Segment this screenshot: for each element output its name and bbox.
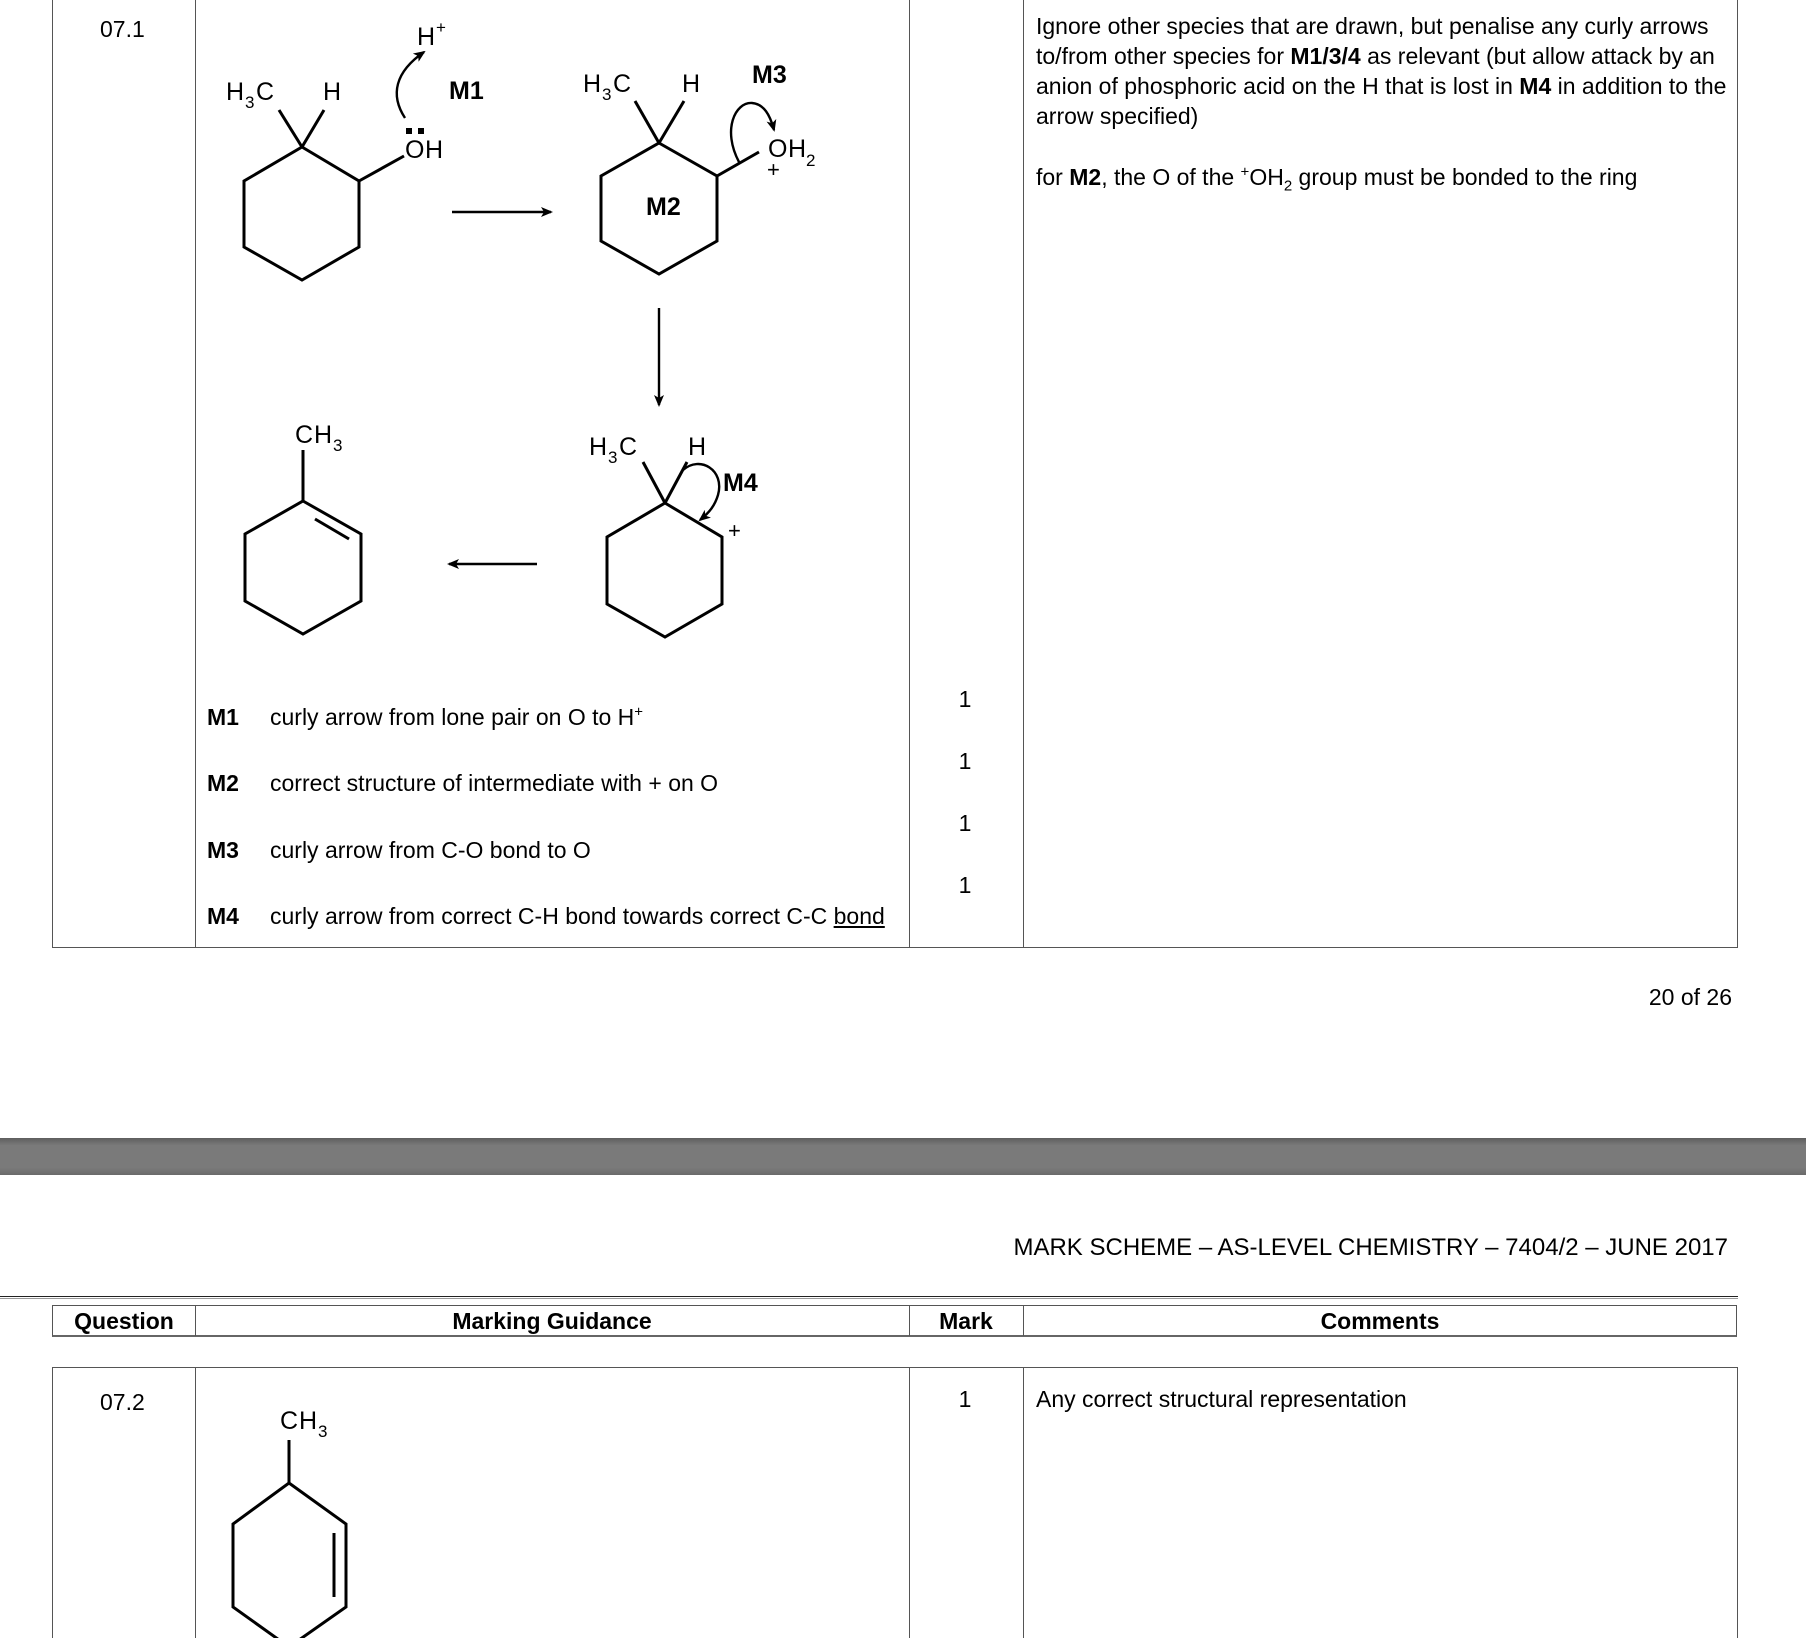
lone-pair-icon	[406, 128, 424, 134]
svg-text:2: 2	[806, 151, 816, 170]
svg-text:H: H	[583, 70, 602, 98]
mark-value: 1	[958, 1386, 972, 1412]
svg-text:C: C	[613, 70, 632, 98]
mark-value: 1	[958, 686, 972, 712]
svg-text:C: C	[256, 78, 275, 106]
marking-text-m1: curly arrow from lone pair on O to H+	[270, 703, 644, 730]
marking-text-m3: curly arrow from C-O bond to O	[270, 837, 591, 863]
question-number: 07.2	[100, 1389, 145, 1415]
svg-text:O: O	[768, 135, 788, 163]
svg-text:M2: M2	[646, 193, 681, 221]
comment-paragraph-2: for M2, the O of the $^+OH_2$ group must be bonded to the ring	[1036, 163, 1638, 195]
marking-text-m4: curly arrow from correct C-H bond towards correct C-C bond	[270, 903, 885, 929]
svg-text:3: 3	[318, 1422, 328, 1441]
row-border-right	[1737, 1367, 1738, 1638]
row-divider	[195, 1367, 196, 1638]
marking-code-m2: M2	[207, 770, 239, 796]
svg-text:H: H	[314, 421, 333, 449]
header-mark: Mark	[939, 1308, 993, 1334]
comment-paragraph-1: Ignore other species that are drawn, but penalise any curly arrows to/from other species for M1/3/4 as relevant (but allow attack by an anion of phosphoric acid on the H that is lost in M4 in addition to the arrow specified)	[1036, 13, 1727, 129]
row-top-border	[52, 1367, 1738, 1368]
row-divider	[1023, 1367, 1024, 1638]
page-number: 20 of 26	[1648, 984, 1732, 1010]
svg-text:C: C	[280, 1407, 299, 1435]
svg-text:H: H	[425, 136, 444, 164]
page-header-title: MARK SCHEME – AS-LEVEL CHEMISTRY – 7404/2 – JUNE 2017	[1013, 1234, 1728, 1261]
svg-text:O: O	[405, 136, 425, 164]
svg-text:3: 3	[602, 85, 612, 104]
header-comments: Comments	[1320, 1308, 1440, 1334]
marking-code-m4: M4	[207, 903, 239, 929]
svg-text:H: H	[788, 135, 807, 163]
mark-value: 1	[958, 748, 972, 774]
comment-text: Any correct structural representation	[1036, 1386, 1407, 1412]
header-rule	[0, 1296, 1738, 1299]
svg-text:3: 3	[245, 93, 255, 112]
carbocation-intermediate	[607, 462, 722, 637]
oxonium-intermediate	[601, 101, 759, 274]
marking-code-m1: M1	[207, 704, 239, 730]
reactant-molecule	[244, 110, 404, 280]
svg-text:H: H	[589, 433, 608, 461]
mark-value: 1	[958, 872, 972, 898]
header-question: Question	[74, 1308, 174, 1334]
svg-text:M1: M1	[449, 77, 484, 105]
svg-text:H: H	[682, 70, 701, 98]
svg-text:H: H	[323, 78, 342, 106]
svg-text:C: C	[619, 433, 638, 461]
svg-text:+: +	[728, 518, 741, 543]
svg-text:+: +	[436, 18, 446, 37]
row-border-left	[52, 1367, 53, 1638]
svg-text:3: 3	[333, 436, 343, 455]
curly-arrow-m1-icon	[397, 52, 424, 118]
svg-text:H: H	[417, 23, 436, 51]
marking-text-m2: correct structure of intermediate with + on O	[270, 770, 719, 796]
svg-text:H: H	[688, 433, 707, 461]
question-number: 07.1	[100, 16, 145, 42]
row-divider	[909, 1367, 910, 1638]
product-molecule	[245, 450, 361, 634]
svg-text:C: C	[295, 421, 314, 449]
svg-text:H: H	[299, 1407, 318, 1435]
page-separator	[0, 1138, 1806, 1175]
svg-text:M4: M4	[723, 469, 758, 497]
svg-text:H: H	[226, 78, 245, 106]
svg-text:+: +	[767, 157, 780, 182]
marking-code-m3: M3	[207, 837, 239, 863]
header-marking-guidance: Marking Guidance	[452, 1308, 652, 1334]
svg-text:M3: M3	[752, 61, 787, 89]
column-header-row	[52, 1305, 1737, 1337]
svg-text:3: 3	[608, 448, 618, 467]
curly-arrow-m4-icon	[683, 464, 719, 520]
mark-value: 1	[958, 810, 972, 836]
